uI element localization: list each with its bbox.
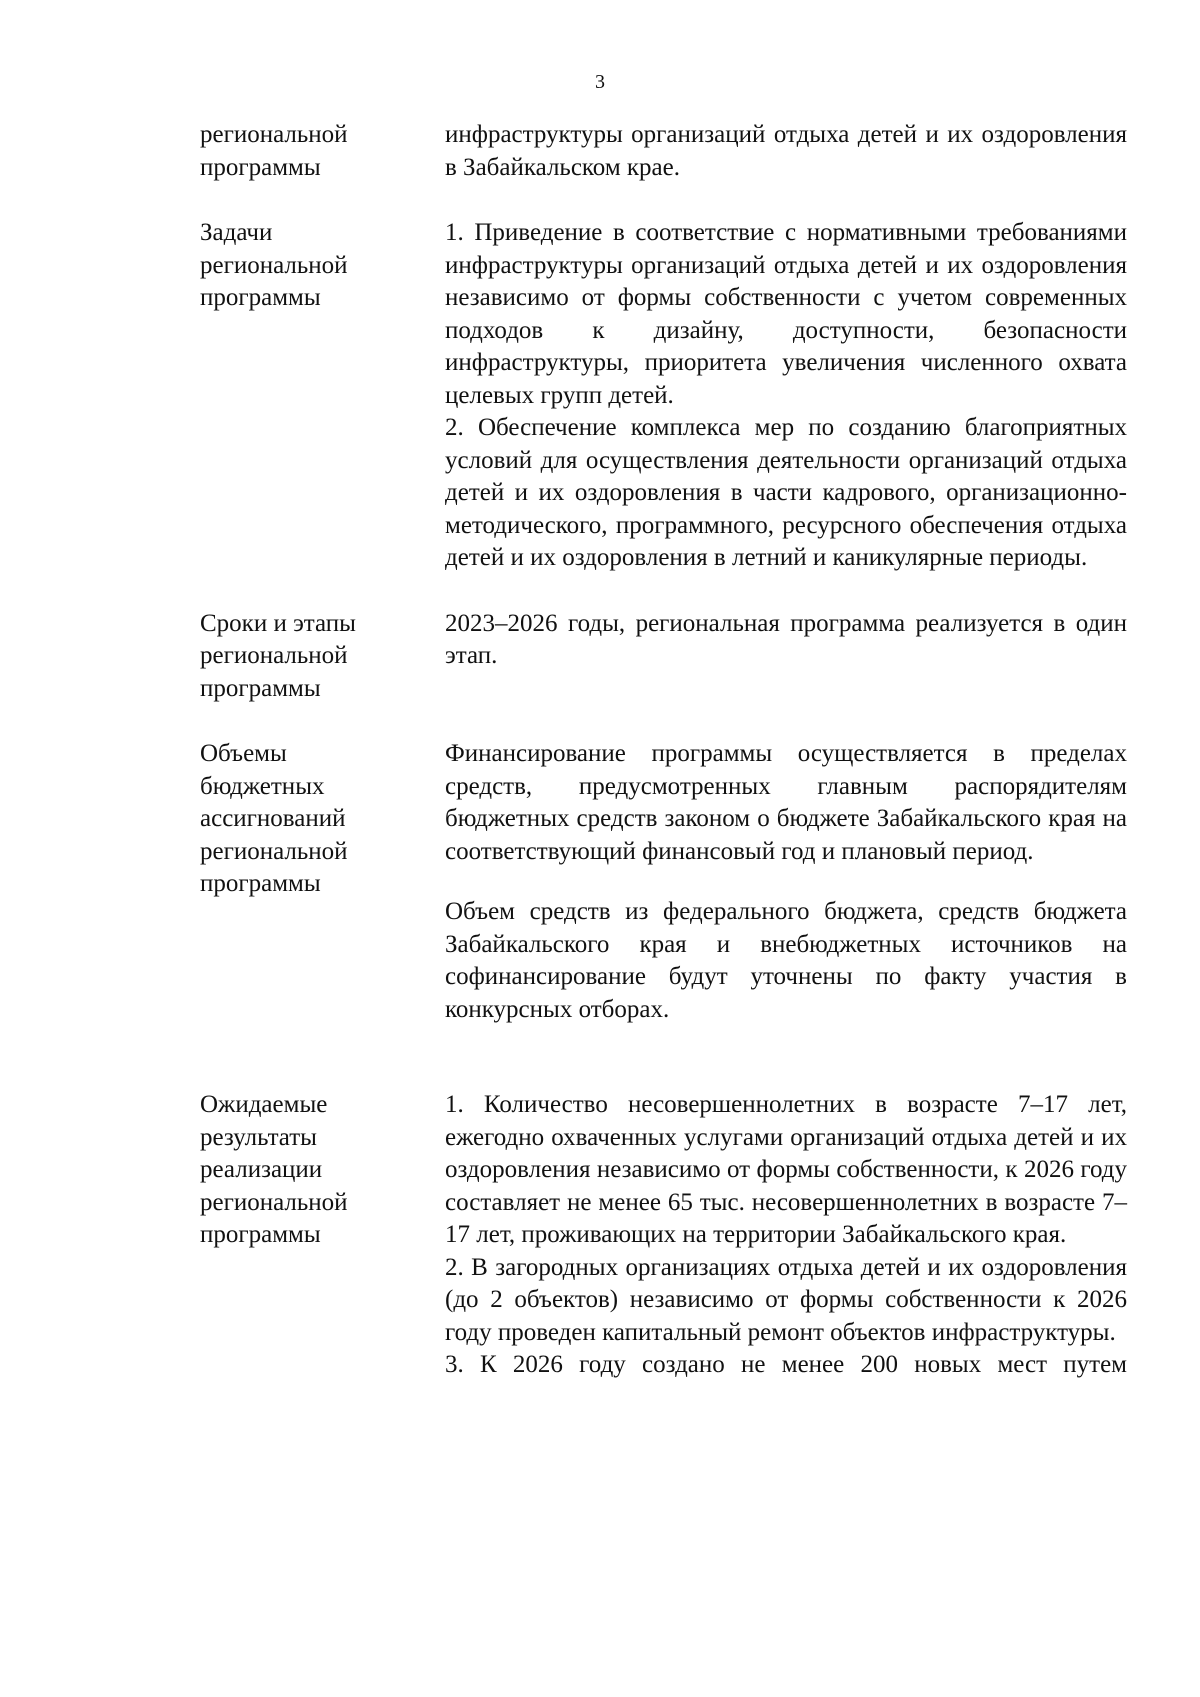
row-tasks bbox=[200, 217, 1146, 575]
row-terms bbox=[200, 608, 1146, 706]
row-expected-results bbox=[200, 1089, 1146, 1382]
row-label: Задачи региональной программы bbox=[200, 219, 348, 311]
paragraph: 2. В загородных организациях отдыха детей и их оздоровления (до 2 объектов) независимо от формы собственности к 2026 году проведен капитальный ремонт объектов инфраструктуры. bbox=[445, 1253, 1127, 1346]
row-value bbox=[445, 738, 1127, 1026]
row-label: Ожидаемые результаты реализации региональной программы bbox=[200, 1091, 348, 1248]
paragraph: Финансирование программы осуществляется в пределах средств, предусмотренных главным распорядителям бюджетных средств законом о бюджете Забайкальского края на соответствующий финансовый год и плановый период. bbox=[445, 740, 1127, 865]
row-label: Объемы бюджетных ассигнований региональной программы bbox=[200, 740, 348, 897]
paragraph: 1. Количество несовершеннолетних в возрасте 7–17 лет, ежегодно охваченных услугами организаций отдыха детей и их оздоровления независимо от формы собственности, к 2026 году составляет не менее 65 тыс. несовершеннолетних в возрасте 7–17 лет, проживающих на территории Забайкальского края. bbox=[445, 1091, 1127, 1248]
row-value bbox=[445, 119, 1127, 184]
paragraph: Объем средств из федерального бюджета, средств бюджета Забайкальского края и внебюджетных источников на софинансирование будут уточнены по факту участия в конкурсных отборах. bbox=[445, 898, 1127, 1023]
paragraph: 1. Приведение в соответствие с нормативными требованиями инфраструктуры организаций отдыха детей и их оздоровления независимо от формы собственности с учетом современных подходов к дизайну, доступности, безопасности инфраструктуры, приоритета увеличения численного охвата целевых групп детей. bbox=[445, 219, 1127, 409]
row-budget bbox=[200, 738, 1146, 1026]
paragraph: 3. К 2026 году создано не менее 200 новых мест путем bbox=[445, 1351, 1127, 1378]
paragraph: 2. Обеспечение комплекса мер по созданию благоприятных условий для осуществления деятельности организаций отдыха детей и их оздоровления в части кадрового, организационно-методического, программного, ресурсного обеспечения отдыха детей и их оздоровления в летний и каникулярные периоды. bbox=[445, 414, 1127, 571]
row-value bbox=[445, 217, 1127, 575]
row-value bbox=[445, 1089, 1127, 1382]
paragraph: инфраструктуры организаций отдыха детей и их оздоровления в Забайкальском крае. bbox=[445, 121, 1127, 181]
row-value bbox=[445, 608, 1127, 673]
paragraph: 2023–2026 годы, региональная программа реализуется в один этап. bbox=[445, 609, 1127, 669]
page-number: 3 bbox=[595, 71, 605, 93]
row-label: региональной программы bbox=[200, 121, 348, 181]
passport-table bbox=[200, 119, 1146, 1382]
row-label: Сроки и этапы региональной программы bbox=[200, 609, 356, 702]
row-goal-continued bbox=[200, 119, 1146, 184]
